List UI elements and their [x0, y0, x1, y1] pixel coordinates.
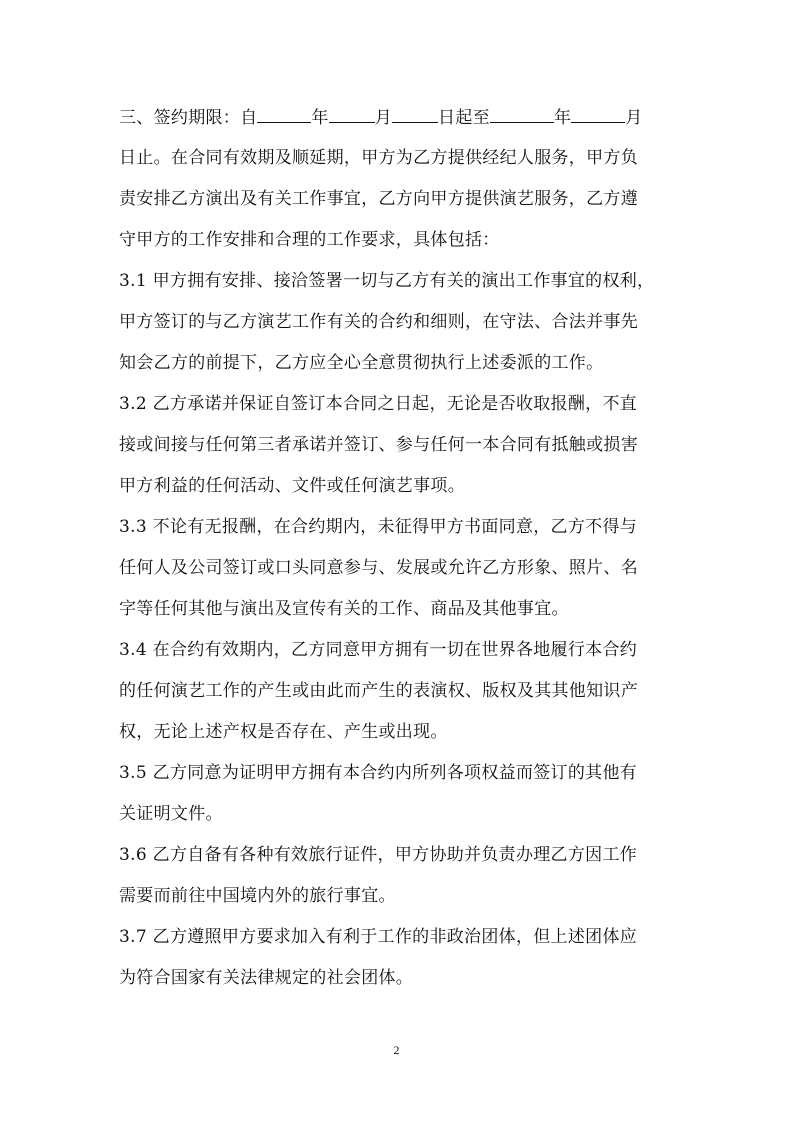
paragraph-line: 责安排乙方演出及有关工作事宜，乙方向甲方提供演艺服务，乙方遵 [119, 189, 638, 209]
item-3-2-line: 甲方利益的任何活动、文件或任何演艺事项。 [119, 476, 465, 496]
item-3-2-line: 3.2 乙方承诺并保证自签订本合同之日起，无论是否收取报酬，不直 [119, 394, 638, 414]
month-label-1: 月 [374, 108, 393, 128]
term-heading-prefix: 三、签约期限：自 [119, 108, 258, 128]
paragraph-line: 日止。在合同有效期及顺延期，甲方为乙方提供经纪人服务，甲方负 [119, 148, 638, 168]
item-3-5-line: 关证明文件。 [119, 804, 223, 824]
item-3-7-line: 3.7 乙方遵照甲方要求加入有利于工作的非政治团体，但上述团体应 [119, 927, 638, 947]
item-3-7-line: 为符合国家有关法律规定的社会团体。 [119, 968, 414, 988]
page-number: 2 [393, 1043, 400, 1057]
item-3-5-line: 3.5 乙方同意为证明甲方拥有本合约内所列各项权益而签订的其他有 [119, 763, 638, 783]
month-label-2: 月 [625, 108, 643, 128]
item-3-6-line: 需要而前往中国境内外的旅行事宜。 [119, 886, 396, 906]
month-blank-2 [571, 108, 625, 123]
month-blank-1 [329, 108, 375, 123]
item-3-3-line: 3.3 不论有无报酬，在合约期内，未征得甲方书面同意，乙方不得与 [119, 517, 638, 537]
year-blank-2 [490, 108, 554, 123]
day-label-1: 日起至 [438, 108, 490, 128]
item-3-4-line: 3.4 在合约有效期内，乙方同意甲方拥有一切在世界各地履行本合约 [119, 640, 638, 660]
item-3-3-line: 字等任何其他与演出及宣传有关的工作、商品及其他事宜。 [119, 599, 569, 619]
item-3-6-line: 3.6 乙方自备有各种有效旅行证件，甲方协助并负责办理乙方因工作 [119, 845, 638, 865]
day-blank-1 [392, 108, 438, 123]
item-3-4-line: 的任何演艺工作的产生或由此而产生的表演权、版权及其其他知识产 [119, 681, 638, 701]
item-3-4-line: 权，无论上述产权是否存在、产生或出现。 [119, 722, 448, 742]
item-3-1-line: 3.1 甲方拥有安排、接洽签署一切与乙方有关的演出工作事宜的权利， [119, 271, 655, 291]
year-label-1: 年 [311, 108, 329, 128]
item-3-2-line: 接或间接与任何第三者承诺并签订、参与任何一本合同有抵触或损害 [119, 435, 638, 455]
year-label-2: 年 [553, 108, 572, 128]
paragraph-line: 守甲方的工作安排和合理的工作要求，具体包括： [119, 230, 500, 250]
item-3-3-line: 任何人及公司签订或口头同意参与、发展或允许乙方形象、照片、名 [119, 558, 638, 578]
term-heading [119, 108, 643, 128]
year-blank-1 [257, 108, 311, 123]
item-3-1-line: 知会乙方的前提下，乙方应全心全意贯彻执行上述委派的工作。 [119, 353, 604, 373]
item-3-1-line: 甲方签订的与乙方演艺工作有关的合约和细则，在守法、合法并事先 [119, 312, 638, 332]
